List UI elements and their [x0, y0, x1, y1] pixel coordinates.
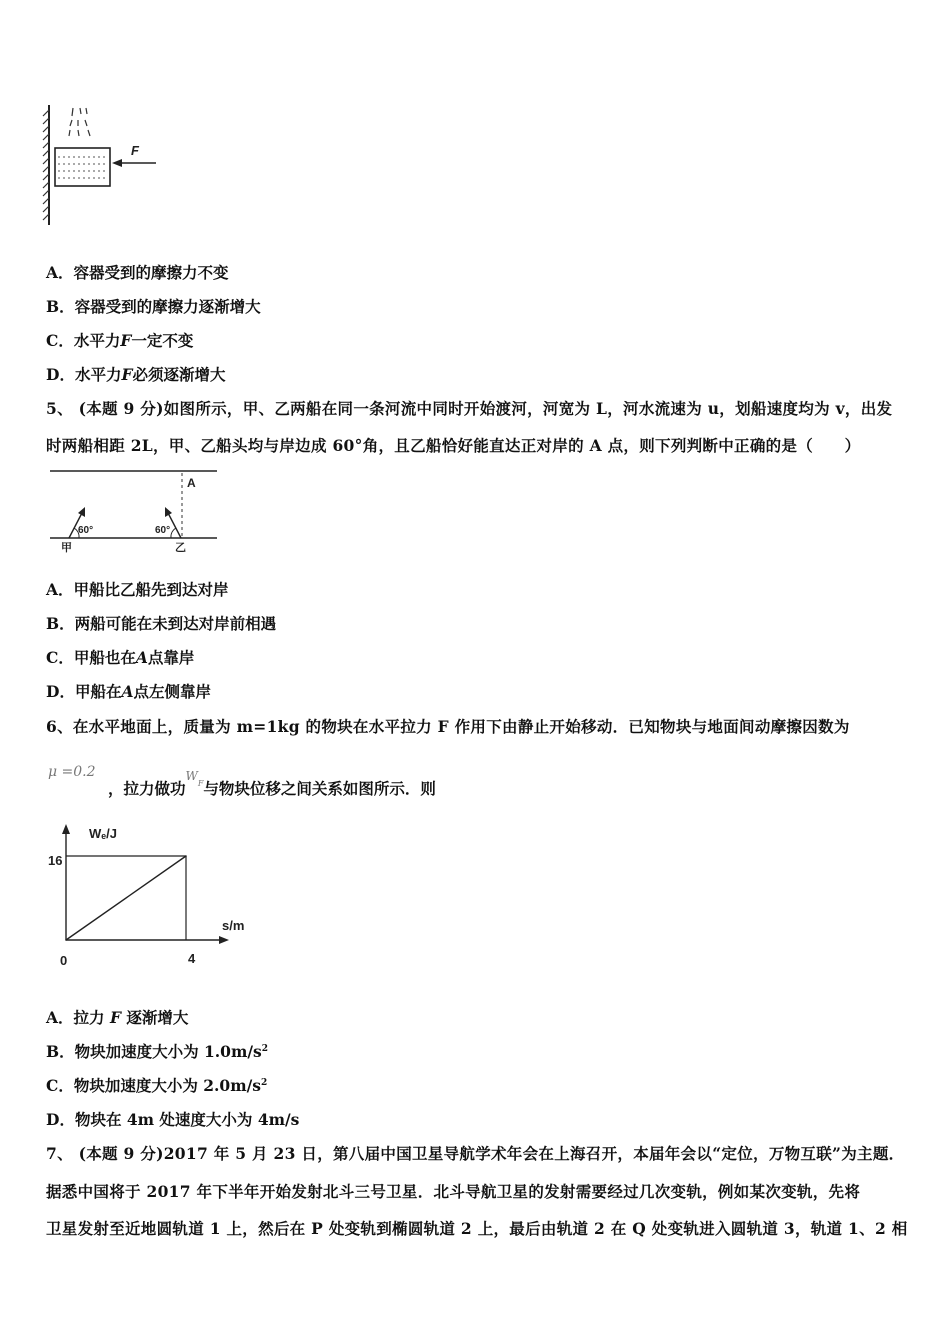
q6-stem-line1: 6、在水平地面上，质量为 m=1kg 的物块在水平拉力 F 作用下由静止开始移动．已知物块与地面间动摩擦因数为: [46, 717, 850, 736]
force-label: F: [131, 143, 139, 158]
water-drops-icon: [69, 108, 90, 136]
chart-x-tick-0: 0: [60, 953, 68, 968]
wf-subscript: F: [197, 779, 204, 788]
chart-y-axis-arrow: [62, 824, 70, 834]
q4-option-b[interactable]: B．容器受到的摩擦力逐渐增大: [46, 297, 261, 316]
boat-yi-label: 乙: [175, 542, 186, 554]
river-figure: [45, 465, 235, 555]
q6-option-d[interactable]: D．物块在 4m 处速度大小为 4m/s: [46, 1110, 300, 1129]
chart-x-axis-label: s/m: [222, 918, 245, 933]
q5-stem-line1: 5、 (本题 9 分)如图所示，甲、乙两船在同一条河流中同时开始渡河，河宽为 L，河水流速为 u，划船速度均为 v，出发: [46, 399, 893, 418]
chart-data-point: [65, 939, 67, 941]
q6-option-c[interactable]: C．物块加速度大小为 $2.0m/s^2$: [46, 1076, 268, 1095]
boat-jia-label: 甲: [61, 542, 72, 554]
q6-option-b[interactable]: B．物块加速度大小为 $1.0m/s^2$: [46, 1042, 269, 1061]
q7-stem-line2: 据悉中国将于 2017 年下半年开始发射北斗三号卫星．北斗导航卫星的发射需要经过几次变轨，例如某次变轨，先将: [46, 1182, 861, 1201]
q5-option-b[interactable]: B．两船可能在未到达对岸前相遇: [46, 614, 277, 633]
q4-option-c[interactable]: C．水平力F一定不变: [46, 331, 194, 350]
chart-data-point: [185, 855, 187, 857]
q7-stem-line3: 卫星发射至近地圆轨道 1 上，然后在 P 处变轨到椭圆轨道 2 上，最后由轨道 2 在 Q 处变轨进入圆轨道 3，轨道 1、2 相: [46, 1219, 908, 1238]
container-wall-figure: [40, 100, 170, 230]
chart-y-tick-16: 16: [48, 853, 63, 868]
chart-x-axis-arrow: [219, 936, 229, 944]
q5-option-a[interactable]: A．甲船比乙船先到达对岸: [46, 580, 229, 599]
wf-symbol: W: [185, 769, 198, 783]
q5-stem-line2: 时两船相距 2L，甲、乙船头均与岸边成 60°角，且乙船恰好能直达正对岸的 A 点，则下列判断中正确的是（ ）: [46, 436, 861, 455]
q6-stem-line2: ，拉力做功$^{W_F}$与物块位移之间关系如图所示．则: [108, 769, 436, 798]
chart-y-axis-label: Wₑ/J: [89, 826, 117, 841]
q5-option-d[interactable]: D．甲船在A点左侧靠岸: [46, 682, 212, 701]
angle-right-label: 60°: [155, 525, 171, 536]
q4-option-a[interactable]: A．容器受到的摩擦力不变: [46, 263, 229, 282]
point-a-label: A: [187, 476, 196, 490]
chart-series-line: [66, 856, 186, 940]
wf-displacement-chart: [40, 822, 260, 972]
q5-option-c[interactable]: C．甲船也在A点靠岸: [46, 648, 195, 667]
q7-stem-line1: 7、 (本题 9 分)2017 年 5 月 23 日，第八届中国卫星导航学术年会在上海召开，本届年会以“定位，万物互联”为主题．: [46, 1144, 905, 1163]
q6-option-a[interactable]: A．拉力 F 逐渐增大: [46, 1008, 189, 1027]
q6-mu-formula: μ =0.2: [48, 764, 96, 780]
chart-x-tick-4: 4: [188, 951, 196, 966]
angle-left-label: 60°: [78, 525, 94, 536]
q4-option-d[interactable]: D．水平力F必须逐渐增大: [46, 365, 226, 384]
water-container: [55, 148, 110, 186]
